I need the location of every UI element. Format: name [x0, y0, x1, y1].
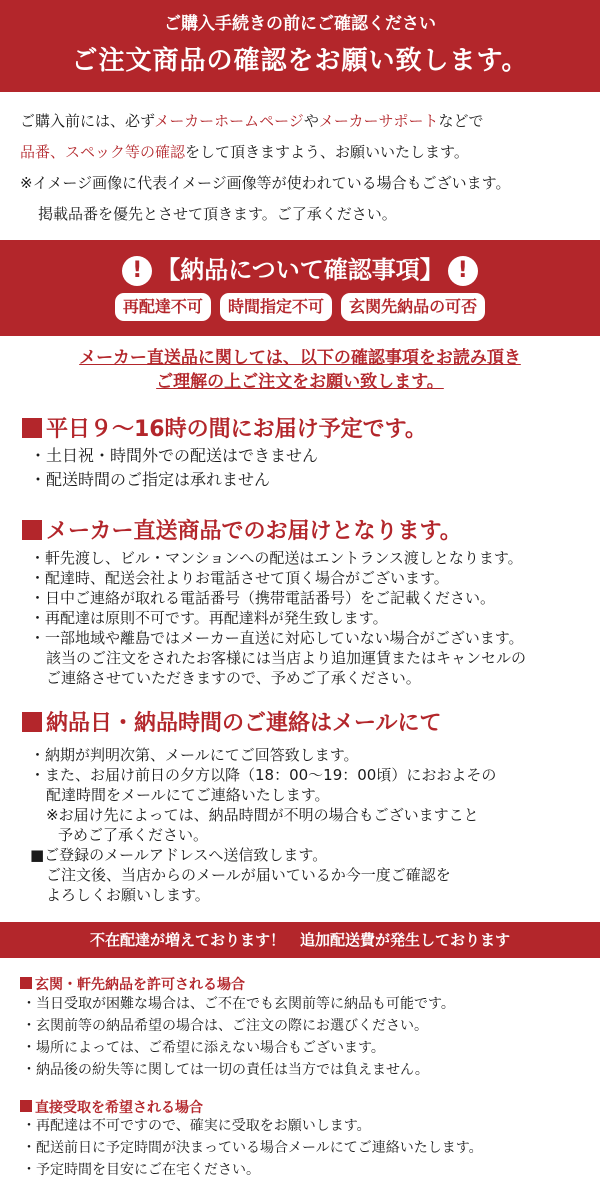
- intro-maker-support: メーカーサポート: [318, 112, 439, 130]
- list-item-continuation: 該当のご注文をされたお客様には当店より追加運賃またはキャンセルの: [46, 649, 527, 667]
- badge-no-time-designation: 時間指定不可: [220, 293, 332, 321]
- list-item: ・一部地域や離島ではメーカー直送に対応していない場合がございます。: [30, 629, 524, 647]
- square-bullet-icon: [22, 520, 42, 540]
- banner-subtitle: ご購入手続きの前にご確認ください: [164, 14, 436, 34]
- list-item-continuation: よろしくお願いします。: [46, 886, 210, 904]
- section-email-list: [30, 745, 590, 905]
- list-item: ・玄関前等の納品希望の場合は、ご注文の際にお選びください。: [22, 1018, 428, 1034]
- note-line: 予めご了承ください。: [58, 826, 209, 844]
- list-item: ・再配達は原則不可です。再配達料が発生致します。: [30, 609, 388, 627]
- delivery-notice-box: [0, 240, 600, 336]
- intro-maker-homepage: メーカーホームページ: [154, 112, 304, 130]
- list-item: ・配達時、配送会社よりお電話させて頂く場合がございます。: [30, 569, 449, 587]
- list-item-continuation: 配達時間をメールにてご連絡いたします。: [46, 786, 330, 804]
- badge-no-redelivery: 再配達不可: [115, 293, 211, 321]
- entrance-delivery-heading: [20, 974, 245, 994]
- list-item: ・また、お届け前日の夕方以降（18：00～19：00頃）におおよその: [30, 766, 497, 784]
- list-item: ・当日受取が困難な場合は、ご不在でも玄関前等に納品も可能です。: [22, 996, 455, 1012]
- intro-line-1: [20, 106, 590, 137]
- section-weekday-title: 平日９～16時の間にお届け予定です。: [46, 417, 427, 442]
- square-bullet-icon: [22, 712, 42, 732]
- notice-title-row: [0, 250, 600, 286]
- absence-warning-band: 不在配達が増えております！ 追加配送費が発生しております: [0, 922, 600, 958]
- banner-title: ご注文商品の確認をお願い致します。: [71, 46, 529, 76]
- list-item: ・納期が判明次第、メールにてご回答致します。: [30, 746, 359, 764]
- direct-receive-title: 直接受取を希望される場合: [35, 1100, 203, 1116]
- top-banner: [0, 0, 600, 92]
- maker-note-line-1: メーカー直送品に関しては、以下の確認事項をお読み頂き: [79, 348, 521, 368]
- intro-line-1-c: や: [303, 112, 319, 130]
- list-item: ・場所によっては、ご希望に添えない場合もございます。: [22, 1040, 385, 1056]
- intro-line-2-b: をして頂きますよう、お願いいたします。: [185, 143, 469, 161]
- list-item: ・軒先渡し、ビル・マンションへの配送はエントランス渡しとなります。: [30, 549, 523, 567]
- list-item: ・配送時間のご指定は承れません: [30, 470, 271, 489]
- intro-spec-check: 品番、スペック等の確認: [20, 143, 186, 161]
- list-item: ・日中ご連絡が取れる電話番号（携帯電話番号）をご記載ください。: [30, 589, 496, 607]
- intro-line-4: 掲載品番を優先とさせて頂きます。ご了承ください。: [38, 205, 397, 223]
- square-bullet-icon: [20, 1100, 32, 1112]
- list-item: ・配送前日に予定時間が決まっている場合メールにてご連絡いたします。: [22, 1140, 483, 1156]
- list-item: ・再配達は不可ですので、確実に受取をお願いします。: [22, 1118, 371, 1134]
- intro-line-1-a: ご購入前には、必ず: [20, 112, 155, 130]
- list-item: ■ご登録のメールアドレスへ送信致します。: [30, 846, 328, 864]
- section-maker-direct-title: メーカー直送商品でのお届けとなります。: [46, 519, 462, 544]
- badge-entrance-delivery: 玄関先納品の可否: [341, 293, 485, 321]
- direct-receive-list: [22, 1115, 592, 1181]
- exclamation-icon: !: [122, 256, 152, 286]
- notice-badges: [0, 293, 600, 321]
- direct-receive-heading: [20, 1097, 203, 1117]
- list-item-continuation: ご連絡させていただきますので、予めご了承ください。: [46, 669, 421, 687]
- section-maker-direct-list: [30, 548, 590, 688]
- intro-text: [20, 106, 590, 230]
- section-email-heading: [22, 706, 442, 737]
- square-bullet-icon: [22, 418, 42, 438]
- exclamation-icon: !: [448, 256, 478, 286]
- list-item: ・納品後の紛失等に関しては一切の責任は当方では負えません。: [22, 1062, 429, 1078]
- list-item: ・予定時間を目安にご在宅ください。: [22, 1162, 260, 1178]
- intro-line-3: ※イメージ画像に代表イメージ画像等が使われている場合もございます。: [20, 174, 511, 192]
- intro-line-1-e: などで: [438, 112, 484, 130]
- entrance-delivery-list: [22, 993, 592, 1081]
- notice-title: 【納品について確認事項】: [156, 256, 444, 284]
- entrance-delivery-title: 玄関・軒先納品を許可される場合: [35, 977, 245, 993]
- list-item-continuation: ご注文後、当店からのメールが届いているか今一度ご確認を: [46, 866, 451, 884]
- square-bullet-icon: [20, 977, 32, 989]
- maker-note-line-2: ご理解の上ご注文をお願い致します。: [156, 372, 444, 392]
- section-weekday-heading: [22, 412, 427, 443]
- note-line: ※お届け先によっては、納品時間が不明の場合もございますこと: [46, 806, 479, 824]
- section-weekday-list: [30, 444, 590, 492]
- section-email-title: 納品日・納品時間のご連絡はメールにて: [46, 711, 442, 736]
- intro-line-2: [20, 137, 590, 168]
- list-item: ・土日祝・時間外での配送はできません: [30, 446, 319, 465]
- maker-direct-note: [0, 346, 600, 394]
- section-maker-direct-heading: [22, 514, 462, 545]
